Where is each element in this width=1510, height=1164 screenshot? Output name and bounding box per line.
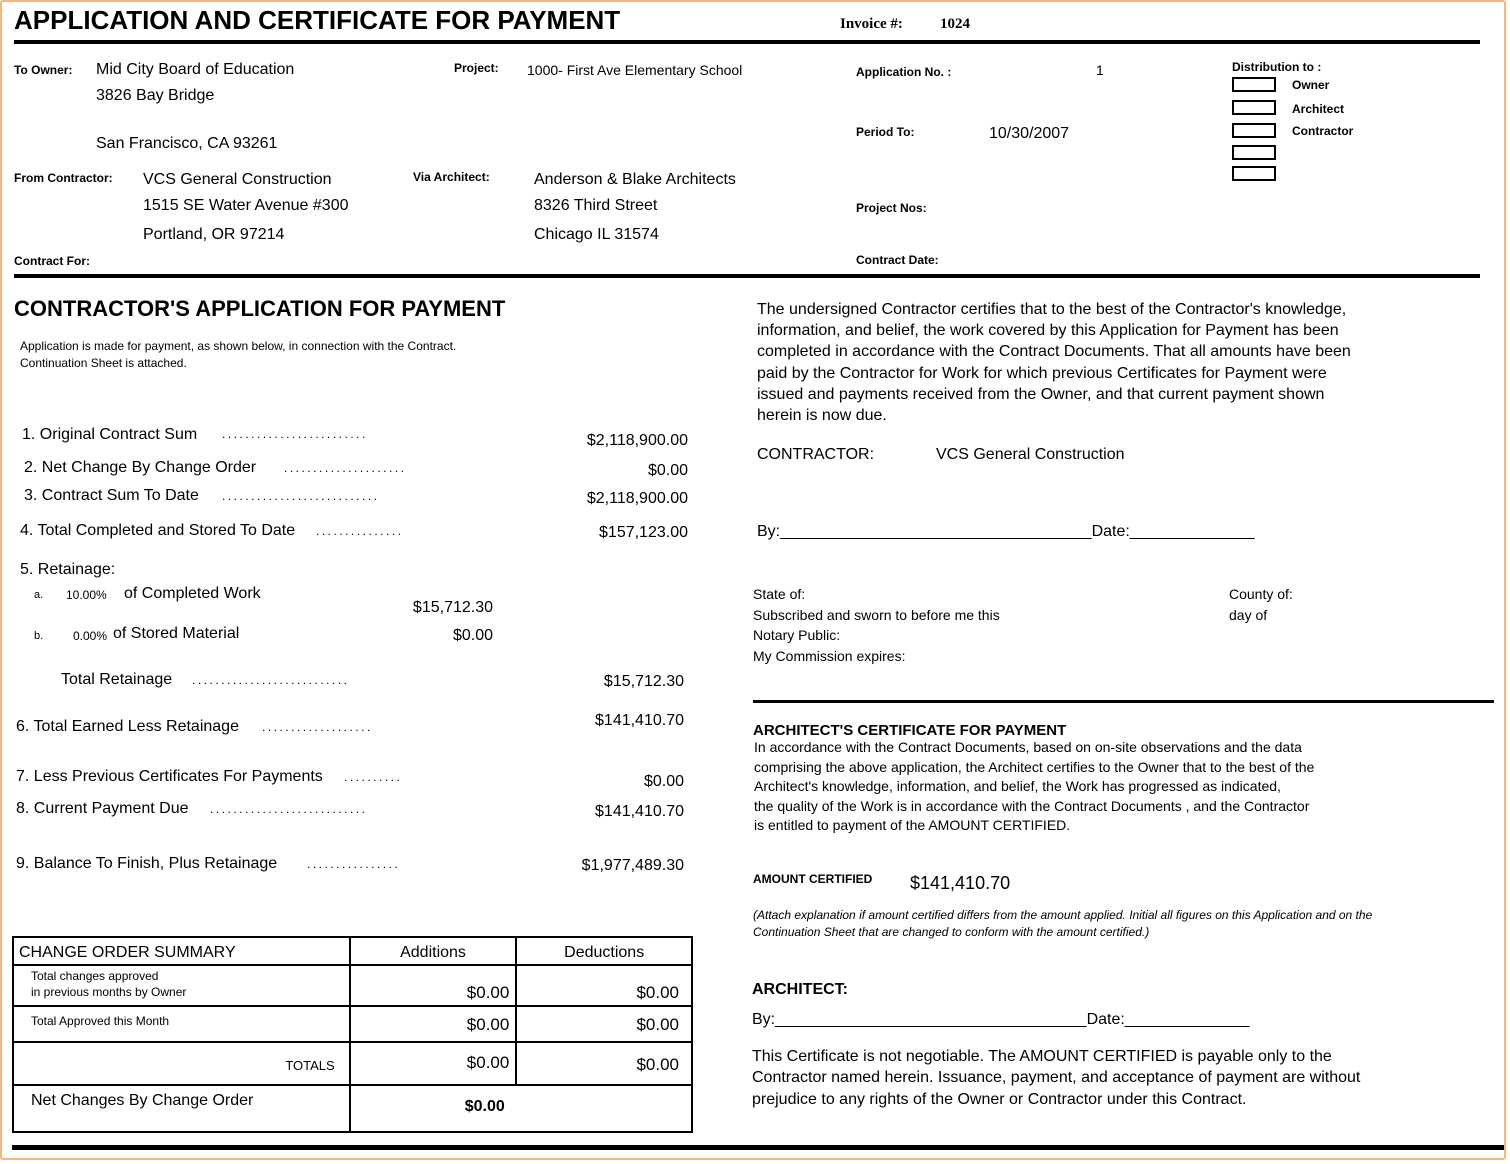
net-change-value: $0.00 (464, 1098, 505, 1116)
totals-additions-cell (350, 1042, 517, 1085)
totals-deductions-cell (516, 1042, 692, 1085)
application-no-value: 1 (1096, 62, 1104, 78)
table-row (13, 965, 692, 1005)
distribution-blank1-checkbox[interactable] (1232, 145, 1276, 160)
project-nos-label: Project Nos: (856, 201, 927, 215)
row1-label-cell (13, 965, 350, 1005)
contractor-certification-text (757, 299, 1351, 426)
net-change-label-cell (13, 1085, 350, 1132)
additions-header-label: Additions (400, 944, 466, 962)
certification-line: completed in accordance with the Contract Documents. That all amounts have been (757, 343, 1351, 361)
architect-cert-line: In accordance with the Contract Documents, based on on-site observations and the data (754, 739, 1302, 755)
notary-county: County of: (1229, 586, 1293, 602)
line3-leader: ........................... (222, 489, 380, 503)
line6-leader: ................... (262, 720, 373, 734)
row2-label-cell (13, 1006, 350, 1042)
owner-address2: San Francisco, CA 93261 (96, 135, 278, 152)
owner-label: To Owner: (14, 63, 73, 77)
line3-label: 3. Contract Sum To Date (24, 487, 199, 504)
architect-section-rule (753, 700, 1494, 703)
amount-certified-value: $141,410.70 (910, 873, 1011, 893)
disclaimer-line: Contractor named herein. Issuance, payment, and acceptance of payment are without (752, 1069, 1361, 1087)
disclaimer-line: prejudice to any rights of the Owner or Contractor under this Contract. (752, 1090, 1247, 1108)
table-header-row (13, 937, 692, 965)
architect-by-date-line[interactable]: By:___________________________________Date:______________ (752, 1011, 1250, 1028)
change-order-summary-table (12, 936, 693, 1133)
line7-value: $0.00 (643, 773, 684, 790)
change-order-title-cell (13, 937, 350, 965)
invoice-number: 1024 (940, 16, 970, 32)
certification-line: herein is now due. (757, 407, 887, 425)
line6-value: $141,410.70 (595, 712, 684, 729)
row1-additions-cell (350, 965, 517, 1005)
contractor-address2: Portland, OR 97214 (143, 226, 285, 243)
net-change-row (13, 1085, 692, 1132)
owner-name: Mid City Board of Education (96, 61, 295, 78)
total-retainage-leader: ........................... (192, 673, 350, 687)
table-totals-row (13, 1042, 692, 1085)
invoice-label: Invoice #: (840, 16, 903, 32)
contractor-signature-label: CONTRACTOR: (757, 446, 875, 463)
notary-public: Notary Public: (753, 627, 841, 643)
retainage-a-percent: 10.00% (66, 588, 107, 602)
architect-cert-line: comprising the above application, the Architect certifies to the Owner that to the best of the (754, 758, 1315, 775)
row2-additions-cell (350, 1006, 517, 1042)
owner-address1: 3826 Bay Bridge (96, 87, 215, 104)
architect-name: Anderson & Blake Architects (534, 171, 736, 188)
line5-label: 5. Retainage: (20, 561, 116, 578)
notary-state: State of: (753, 586, 806, 602)
amount-certified-label: AMOUNT CERTIFIED (753, 872, 873, 886)
period-to-label: Period To: (856, 125, 915, 139)
certification-line: issued and payments received from the Owner, and that current payment shown (757, 385, 1325, 403)
period-to-value: 10/30/2007 (989, 125, 1070, 142)
contractor-name: VCS General Construction (143, 171, 332, 188)
line7-label: 7. Less Previous Certificates For Payments (16, 768, 323, 785)
contractor-by-date-line[interactable]: By:___________________________________Date:______________ (757, 523, 1255, 540)
application-intro-line1: Application is made for payment, as shown below, in connection with the Contract. (20, 339, 457, 353)
project-value: 1000- First Ave Elementary School (527, 62, 743, 78)
line1-leader: ......................... (222, 427, 368, 441)
distribution-architect-checkbox[interactable] (1232, 100, 1276, 115)
additions-header (350, 937, 517, 965)
row1-additions: $0.00 (466, 983, 510, 1003)
contractor-label: From Contractor: (14, 171, 113, 185)
row1-deductions-cell (516, 965, 692, 1005)
footer-rule (12, 1145, 1504, 1150)
architect-label: Via Architect: (413, 170, 490, 184)
retainage-a-value: $15,712.30 (412, 599, 493, 616)
line2-leader: ..................... (284, 461, 407, 475)
architect-cert-line: the quality of the Work is in accordance with the Contract Documents , and the Contractor (754, 797, 1310, 814)
project-label: Project: (454, 61, 499, 75)
certification-line: paid by the Contractor for Work for which previous Certificates for Payment were (757, 364, 1327, 382)
distribution-contractor-label: Contractor (1292, 124, 1354, 138)
application-intro-line2: Continuation Sheet is attached. (20, 356, 187, 370)
certification-line: information, and belief, the work covered by this Application for Payment has been (757, 322, 1339, 340)
notary-day: day of (1229, 607, 1268, 623)
attach-note-line2: Continuation Sheet that are changed to conform with the amount certified.) (753, 925, 1150, 939)
line9-label: 9. Balance To Finish, Plus Retainage (16, 855, 278, 872)
architect-address1: 8326 Third Street (534, 197, 658, 214)
contractor-address1: 1515 SE Water Avenue #300 (143, 197, 349, 214)
retainage-b-value: $0.00 (452, 627, 493, 644)
distribution-owner-checkbox[interactable] (1232, 77, 1276, 92)
line1-value: $2,118,900.00 (586, 432, 688, 449)
line4-label: 4. Total Completed and Stored To Date (20, 522, 296, 539)
line4-value: $157,123.00 (599, 524, 688, 541)
notary-sworn: Subscribed and sworn to before me this (753, 607, 1000, 623)
distribution-contractor-checkbox[interactable] (1232, 123, 1276, 138)
distribution-architect-label: Architect (1292, 102, 1345, 116)
architect-certificate-text (754, 738, 1314, 836)
line2-label: 2. Net Change By Change Order (24, 459, 257, 476)
line8-leader: ........................... (210, 802, 368, 816)
total-retainage-value: $15,712.30 (603, 673, 684, 690)
certification-line: The undersigned Contractor certifies that to the best of the Contractor's knowledge, (757, 301, 1347, 318)
distribution-owner-label: Owner (1292, 78, 1330, 92)
notary-expires: My Commission expires: (753, 648, 906, 664)
total-retainage-label: Total Retainage (61, 671, 173, 688)
contractor-signature-name: VCS General Construction (936, 446, 1125, 463)
disclaimer-line: This Certificate is not negotiable. The AMOUNT CERTIFIED is payable only to the (752, 1048, 1332, 1065)
form-title: APPLICATION AND CERTIFICATE FOR PAYMENT (14, 5, 621, 35)
retainage-a-letter: a. (34, 589, 44, 601)
attach-note-line1: (Attach explanation if amount certified differs from the amount applied. Initial all figures on this Application and on the (753, 908, 1373, 922)
architect-cert-line: is entitled to payment of the AMOUNT CERTIFIED. (754, 817, 1071, 833)
distribution-label: Distribution to : (1232, 60, 1322, 74)
line9-leader: ................ (307, 857, 401, 871)
table-row (13, 1006, 692, 1042)
deductions-header-label: Deductions (564, 944, 645, 962)
row2-additions: $0.00 (466, 1014, 510, 1034)
architect-certificate-title: ARCHITECT'S CERTIFICATE FOR PAYMENT (753, 722, 1067, 739)
line3-value: $2,118,900.00 (586, 490, 688, 507)
architect-cert-line: Architect's knowledge, information, and belief, the Work has progressed as indicated, (754, 778, 1281, 794)
totals-deductions: $0.00 (636, 1055, 679, 1075)
contract-date-label: Contract Date: (856, 253, 939, 267)
architect-signature-label: ARCHITECT: (752, 981, 848, 998)
line1-label: 1. Original Contract Sum (22, 426, 198, 443)
line8-value: $141,410.70 (595, 803, 684, 820)
line8-label: 8. Current Payment Due (16, 800, 189, 817)
line7-leader: .......... (344, 770, 403, 784)
application-no-label: Application No. : (856, 65, 952, 79)
totals-label-cell (13, 1042, 350, 1085)
contract-for-label: Contract For: (14, 254, 90, 268)
line2-value: $0.00 (647, 462, 688, 479)
net-change-value-cell (350, 1085, 692, 1132)
certificate-disclaimer (752, 1046, 1360, 1110)
totals-additions: $0.00 (466, 1053, 510, 1073)
section-rule (14, 274, 1480, 278)
net-change-label: Net Changes By Change Order (31, 1092, 254, 1110)
totals-label: TOTALS (285, 1058, 335, 1074)
architect-address2: Chicago IL 31574 (534, 226, 659, 243)
row1-label-line2: in previous months by Owner (31, 985, 187, 1000)
distribution-blank2-checkbox[interactable] (1232, 166, 1276, 181)
row1-label-line1: Total changes approved (31, 969, 159, 984)
row2-label: Total Approved this Month (31, 1013, 170, 1028)
row2-deductions: $0.00 (636, 1014, 679, 1034)
row2-deductions-cell (516, 1006, 692, 1042)
header-rule (14, 40, 1480, 44)
retainage-b-label: of Stored Material (113, 625, 240, 642)
application-section-title: CONTRACTOR'S APPLICATION FOR PAYMENT (14, 296, 506, 321)
line6-label: 6. Total Earned Less Retainage (16, 718, 239, 735)
retainage-b-letter: b. (34, 630, 44, 642)
deductions-header (516, 937, 692, 965)
line4-leader: ............... (316, 524, 404, 538)
line9-value: $1,977,489.30 (581, 857, 684, 874)
row1-deductions: $0.00 (636, 983, 679, 1003)
change-order-title: CHANGE ORDER SUMMARY (19, 944, 236, 961)
retainage-b-percent: 0.00% (73, 629, 108, 643)
retainage-a-label: of Completed Work (124, 585, 261, 602)
